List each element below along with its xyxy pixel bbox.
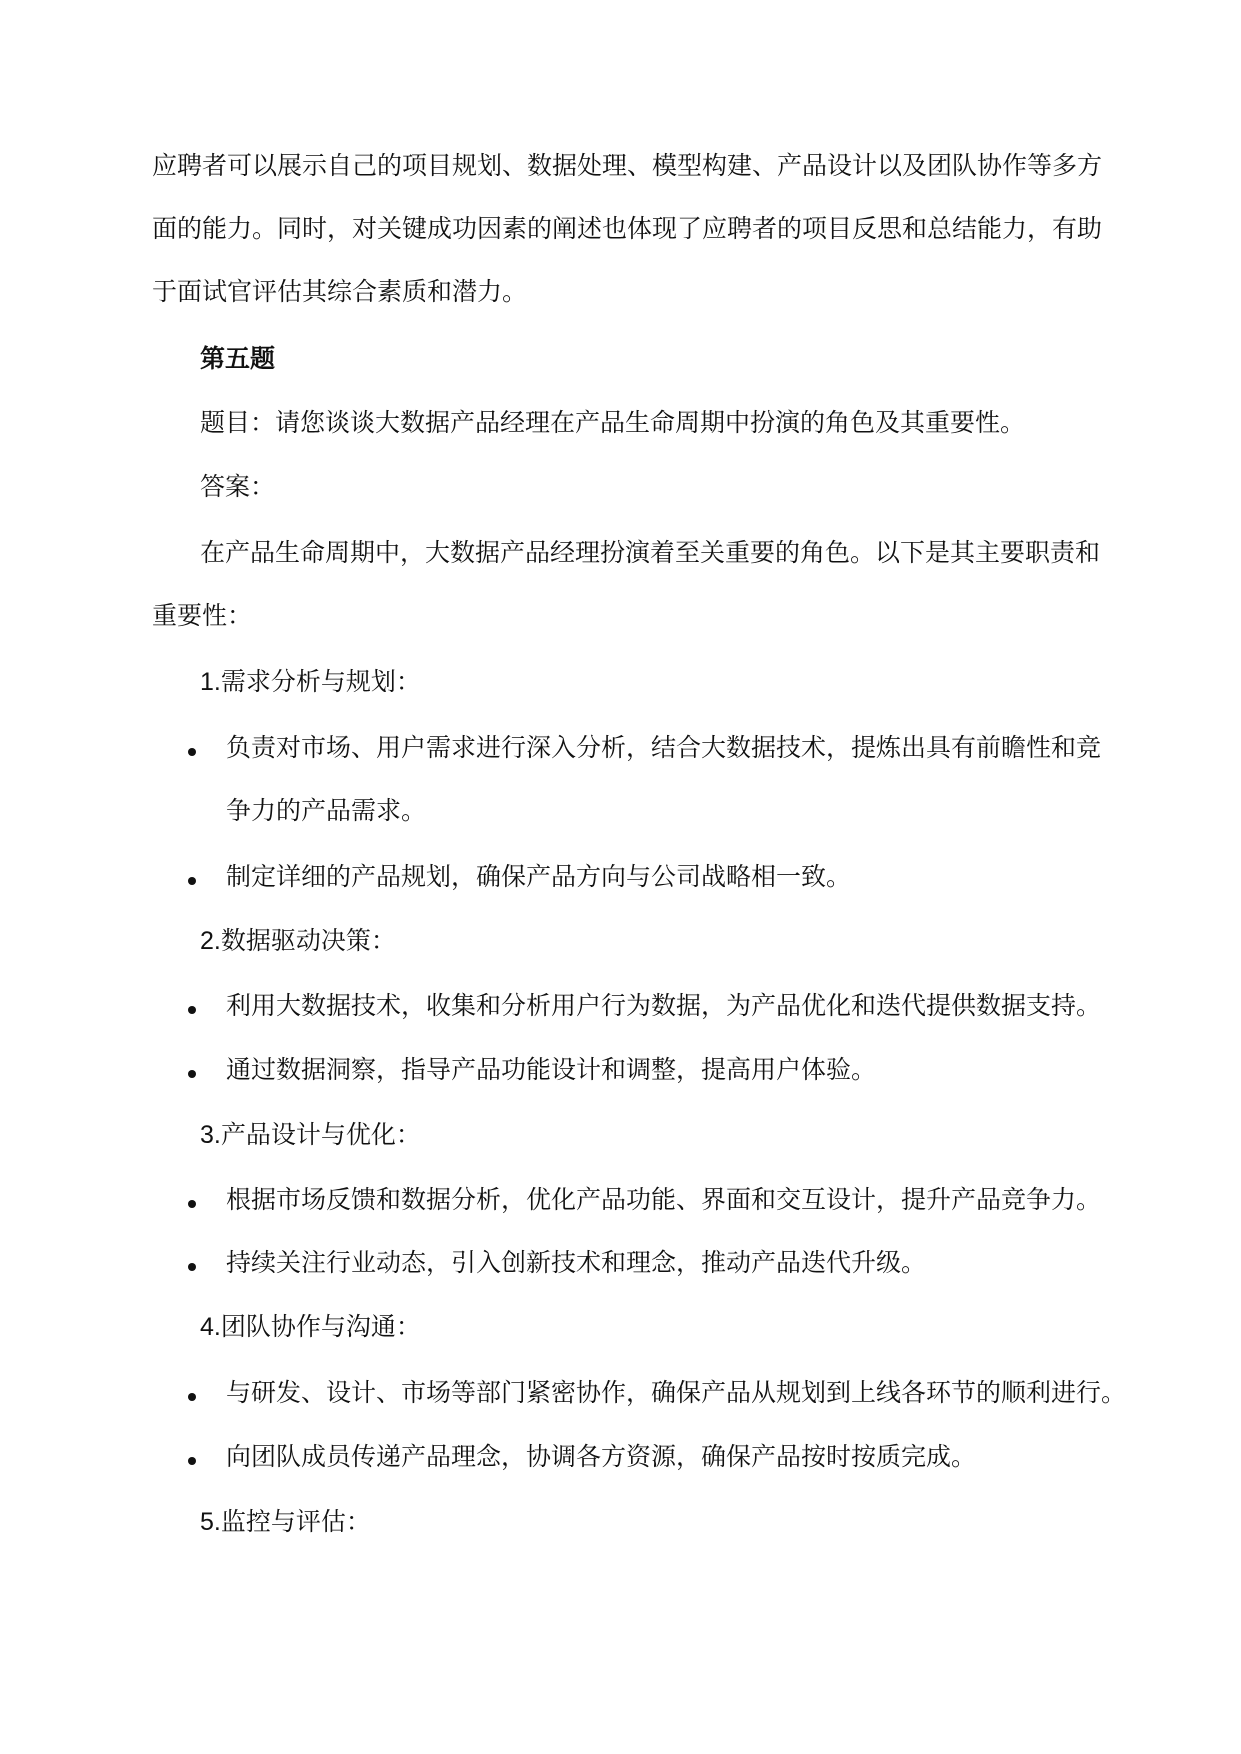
bullet-dot xyxy=(188,1006,196,1014)
point-3-title: 产品设计与优化： xyxy=(220,1120,421,1149)
intro-line-3: 于面试官评估其综合素质和潜力。 xyxy=(152,277,528,306)
point-3-number: 3. xyxy=(200,1121,221,1149)
point-2-number: 2. xyxy=(200,927,221,955)
answer-intro-line-1: 在产品生命周期中，大数据产品经理扮演着至关重要的角色。以下是其主要职责和 xyxy=(200,538,1101,567)
section-title: 第五题 xyxy=(200,344,276,373)
point-2-bullet-1: 利用大数据技术，收集和分析用户行为数据，为产品优化和迭代提供数据支持。 xyxy=(226,991,1102,1020)
intro-line-1: 应聘者可以展示自己的项目规划、数据处理、模型构建、产品设计以及团队协作等多方 xyxy=(152,151,1103,180)
point-5-number: 5. xyxy=(200,1508,221,1536)
point-1-bullet-1-line-1: 负责对市场、用户需求进行深入分析，结合大数据技术，提炼出具有前瞻性和竞 xyxy=(226,733,1102,762)
answer-intro-line-2: 重要性： xyxy=(152,601,253,630)
point-4-bullet-2: 向团队成员传递产品理念，协调各方资源，确保产品按时按质完成。 xyxy=(226,1442,977,1471)
point-1-bullet-1-line-2: 争力的产品需求。 xyxy=(226,796,427,825)
point-2-heading xyxy=(200,923,396,959)
bullet-dot xyxy=(188,1070,196,1078)
point-5-title: 监控与评估： xyxy=(220,1507,371,1536)
point-4-heading xyxy=(200,1309,421,1345)
point-4-bullet-1: 与研发、设计、市场等部门紧密协作，确保产品从规划到上线各环节的顺利进行。 xyxy=(226,1378,1127,1407)
point-1-title: 需求分析与规划： xyxy=(220,667,421,696)
bullet-dot xyxy=(188,1393,196,1401)
point-4-number: 4. xyxy=(200,1313,221,1341)
bullet-dot xyxy=(188,1200,196,1208)
question-text: 题目：请您谈谈大数据产品经理在产品生命周期中扮演的角色及其重要性。 xyxy=(200,408,1026,437)
intro-line-2: 面的能力。同时，对关键成功因素的阐述也体现了应聘者的项目反思和总结能力，有助 xyxy=(152,214,1103,243)
point-3-bullet-2: 持续关注行业动态，引入创新技术和理念，推动产品迭代升级。 xyxy=(226,1248,927,1277)
point-5-heading xyxy=(200,1504,371,1540)
point-2-bullet-2: 通过数据洞察，指导产品功能设计和调整，提高用户体验。 xyxy=(226,1055,877,1084)
point-4-title: 团队协作与沟通： xyxy=(220,1312,421,1341)
point-3-bullet-1: 根据市场反馈和数据分析，优化产品功能、界面和交互设计，提升产品竞争力。 xyxy=(226,1185,1102,1214)
point-1-number: 1. xyxy=(200,668,221,696)
point-1-heading xyxy=(200,664,421,700)
bullet-dot xyxy=(188,877,196,885)
bullet-dot xyxy=(188,1457,196,1465)
point-2-title: 数据驱动决策： xyxy=(220,926,396,955)
point-3-heading xyxy=(200,1117,421,1153)
answer-label: 答案： xyxy=(200,472,276,501)
bullet-dot xyxy=(188,1263,196,1271)
bullet-dot xyxy=(188,748,196,756)
point-1-bullet-2: 制定详细的产品规划，确保产品方向与公司战略相一致。 xyxy=(226,862,852,891)
